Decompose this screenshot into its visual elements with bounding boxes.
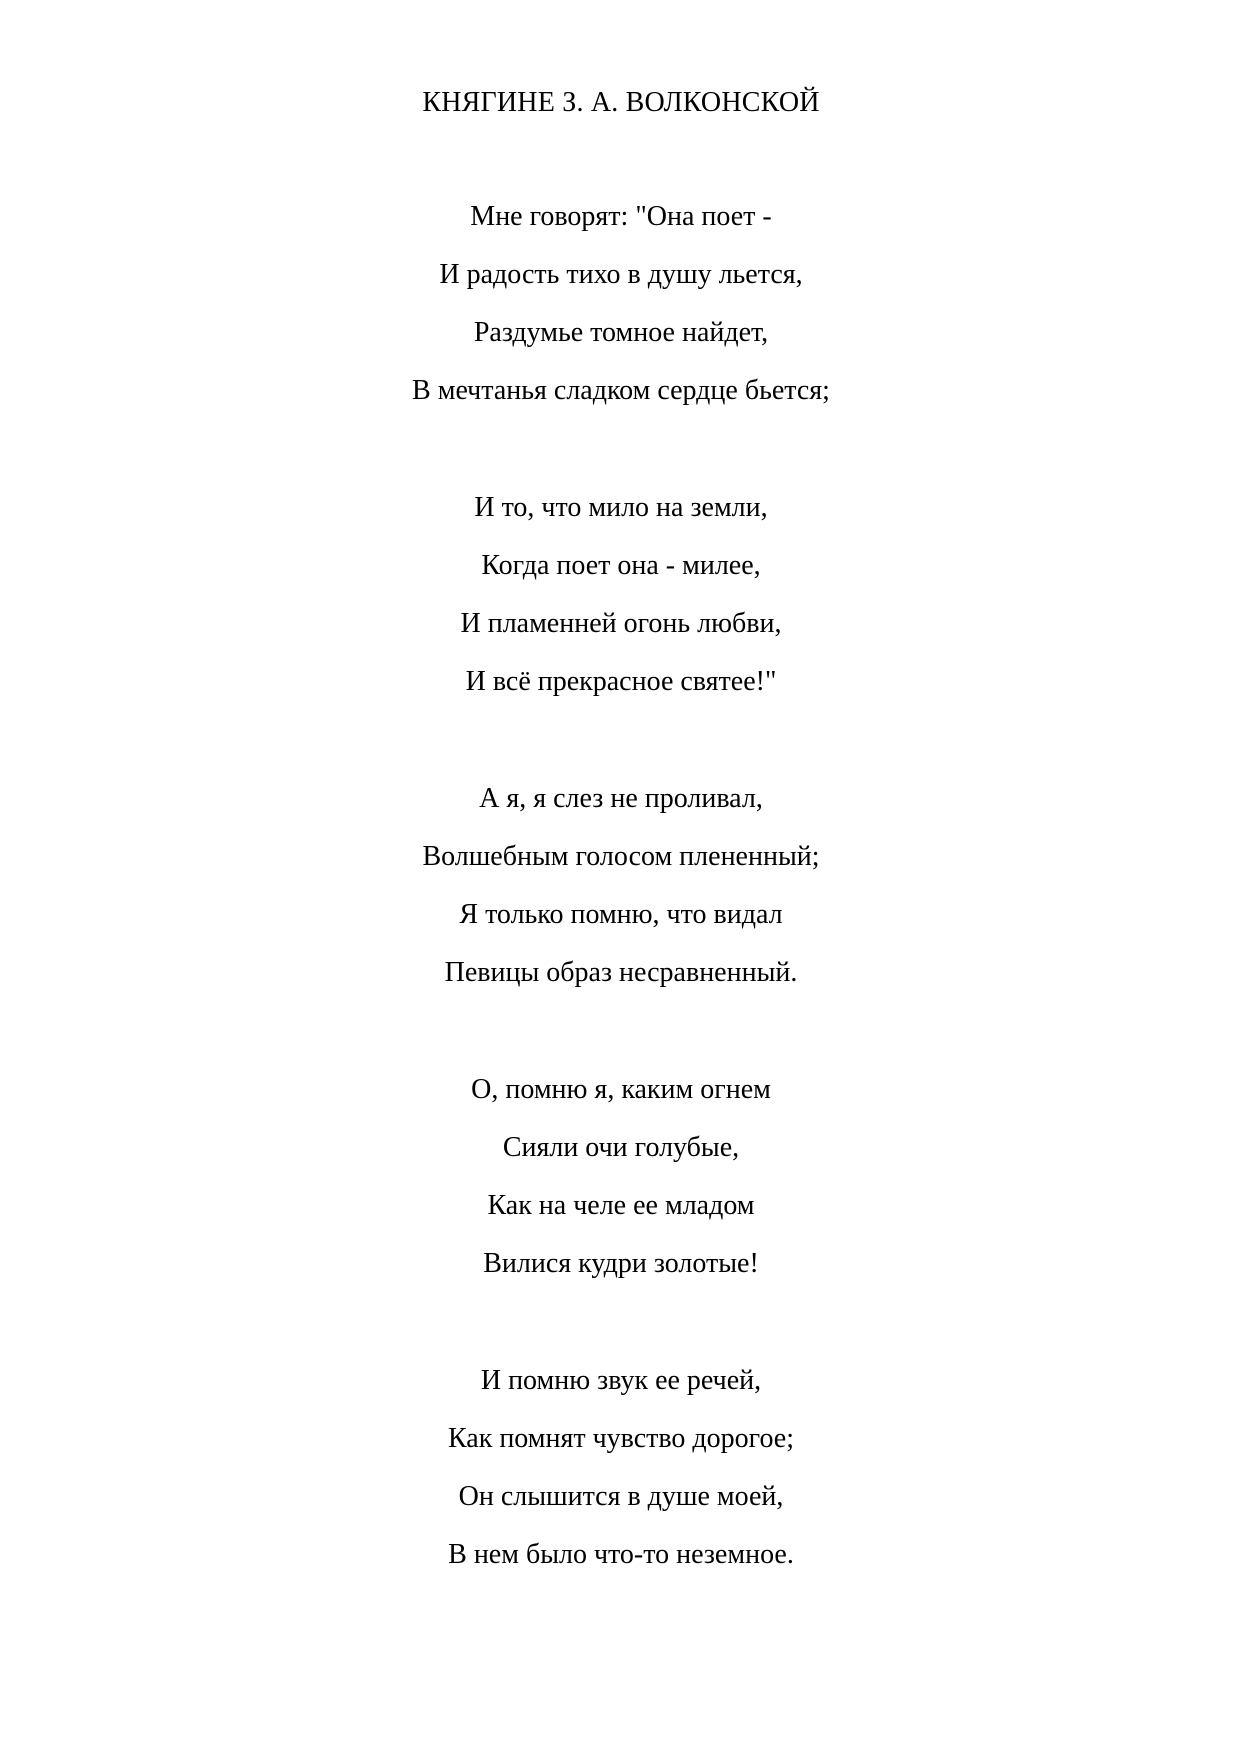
stanza-1 [0, 197, 1242, 429]
verse-line: И всё прекрасное святее!" [465, 666, 777, 697]
verse-line: О, помню я, каким огнем [471, 1074, 771, 1105]
poem-title: КНЯГИНЕ З. А. ВОЛКОНСКОЙ [422, 87, 820, 118]
verse-line: Мне говорят: "Она поет - [470, 201, 772, 232]
verse-line: В мечтанья сладком сердце бьется; [412, 375, 830, 406]
verse-line: Вилися кудри золотые! [483, 1248, 759, 1279]
verse-line: И пламенней огонь любви, [460, 608, 782, 639]
verse-line: Сияли очи голубые, [502, 1132, 740, 1163]
verse-line: Как помнят чувство дорогое; [447, 1423, 795, 1454]
verse-line: Я только помню, что видал [459, 899, 783, 930]
verse-line: В нем было что-то неземное. [448, 1539, 794, 1570]
stanza-4 [0, 1070, 1242, 1302]
stanza-3 [0, 779, 1242, 1011]
verse-line: И то, что мило на земли, [474, 492, 768, 523]
verse-line: А я, я слез не проливал, [479, 783, 763, 814]
stanza-2 [0, 488, 1242, 720]
stanza-5 [0, 1361, 1242, 1593]
verse-line: Он слышится в душе моей, [458, 1481, 784, 1512]
verse-line: Певицы образ несравненный. [444, 957, 798, 988]
verse-line: Как на челе ее младом [487, 1190, 755, 1221]
verse-line: И помню звук ее речей, [480, 1365, 762, 1396]
verse-line: Когда поет она - милее, [481, 550, 761, 581]
verse-line: И радость тихо в душу льется, [439, 259, 803, 290]
verse-line: Раздумье томное найдет, [473, 317, 769, 348]
verse-line: Волшебным голосом плененный; [422, 841, 820, 872]
